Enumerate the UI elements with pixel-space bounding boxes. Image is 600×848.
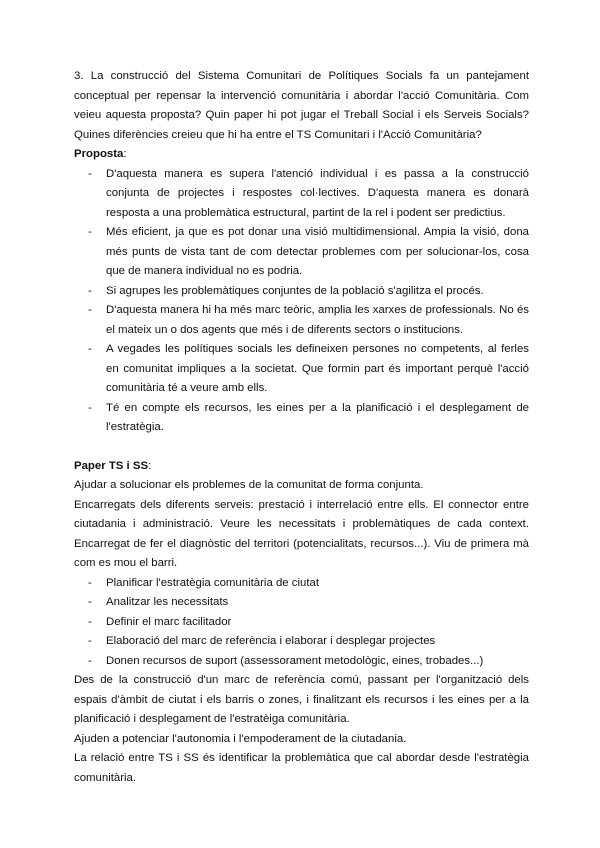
question-paragraph: 3. La construcció del Sistema Comunitari de Polítiques Socials fa un pantejament conceptual per repensar la intervenció comunitària i abordar l'acció Comunitària. Com veieu aquesta proposta? Quin paper hi pot jugar el Treball Social i els Serveis Socials? Quines diferències creieu que hi ha entre el TS Comunitari i l'Acció Comunitària? xyxy=(74,70,529,141)
paper-paragraph-2: Encarregats dels diferents serveis: prestació i interrelació entre ells. El connector entre ciutadania i administració. Veure les necessitats i problemàtiques de cada context. Encarregat de fer el diagnòstic del territori (potencialitats, recursos...). Viu de primera mà com es mou el barri. xyxy=(74,498,529,569)
proposta-heading-colon: : xyxy=(123,148,127,160)
paper-paragraph-5: La relació entre TS i SS és identificar la problemàtica que cal abordar desde l'estratègia comunitària. xyxy=(74,752,529,784)
list-item-text: Analitzar les necessitats xyxy=(106,596,229,608)
section-spacer xyxy=(74,438,529,457)
proposta-heading-text: Proposta xyxy=(74,148,124,160)
paper-paragraph-3: Des de la construcció d'un marc de referència comú, passant per l'organització dels espais d'àmbit de ciutat i els barris o zones, i finalitzant els recursos i les eines per a la planificació i desplegament de l'estratèiga comunitària. xyxy=(74,674,529,725)
dash-bullet: - xyxy=(88,226,92,238)
dash-bullet: - xyxy=(88,284,92,297)
dash-bullet: - xyxy=(88,343,92,355)
list-item-text: Definir el marc facilitador xyxy=(106,615,232,628)
list-item-text: Planificar l'estratègia comunitària de ciutat xyxy=(106,576,320,589)
list-item xyxy=(74,632,529,652)
list-item xyxy=(74,223,529,282)
list-item xyxy=(74,593,529,613)
list-item-text: Més eficient, ja que es pot donar una visió multidimensional. Ampia la visió, dona més punts de vista tant de com detectar problemes com per solucionar-los, cosa que de manera individual no es podria. xyxy=(106,226,529,277)
dash-bullet: - xyxy=(88,304,92,316)
dash-bullet: - xyxy=(88,654,92,667)
list-item-text: Si agrupes les problemàtiques conjuntes de la població s'agilitza el procés. xyxy=(106,284,484,297)
list-item xyxy=(74,340,529,399)
list-item-text: Té en compte els recursos, les eines per a la planificació i el desplegament de l'estratègia. xyxy=(106,401,529,433)
list-item-text: Donen recursos de suport (assessorament metodològic, eines, trobades...) xyxy=(106,654,484,667)
list-item xyxy=(74,574,529,594)
list-item-text: D'aquesta manera es supera l'atenció individual i es passa a la construcció conjunta de projectes i respostes col·lectives. D'aquesta manera es donarà resposta a una problemàtica estructural, partint de la rel i podent ser predictius. xyxy=(106,167,529,219)
list-item xyxy=(74,165,529,224)
dash-bullet: - xyxy=(88,576,92,589)
list-item xyxy=(74,282,529,302)
list-item xyxy=(74,399,529,438)
list-item-text: A vegades les polítiques socials les defineixen persones no competents, al ferles en comunitat impliques a la societat. Que formin part és important perquè l'acció comunitària té a veure amb ells. xyxy=(106,343,529,394)
dash-bullet: - xyxy=(88,596,92,608)
list-item-text: Elaboració del marc de referència i elaborar i desplegar projectes xyxy=(106,635,436,647)
list-item xyxy=(74,301,529,340)
paper-list xyxy=(74,574,529,672)
dash-bullet: - xyxy=(88,167,92,180)
proposta-list xyxy=(74,165,529,438)
paper-heading xyxy=(74,457,529,477)
list-item xyxy=(74,652,529,672)
dash-bullet: - xyxy=(88,615,92,628)
dash-bullet: - xyxy=(88,635,92,647)
document-body xyxy=(74,67,529,788)
paper-heading-text: Paper TS i SS xyxy=(74,459,149,472)
list-item xyxy=(74,613,529,633)
paper-paragraph-4: Ajuden a potenciar l'autonomia i l'empoderament de la ciutadania. xyxy=(74,732,407,745)
paper-heading-colon: : xyxy=(148,459,152,472)
proposta-heading xyxy=(74,145,529,165)
paper-paragraph-1: Ajudar a solucionar els problemes de la comunitat de forma conjunta. xyxy=(74,479,424,491)
dash-bullet: - xyxy=(88,401,92,414)
list-item-text: D'aquesta manera hi ha més marc teòric, amplia les xarxes de professionals. No és el mateix un o dos agents que més i de diferents sectors o institucions. xyxy=(106,304,529,336)
